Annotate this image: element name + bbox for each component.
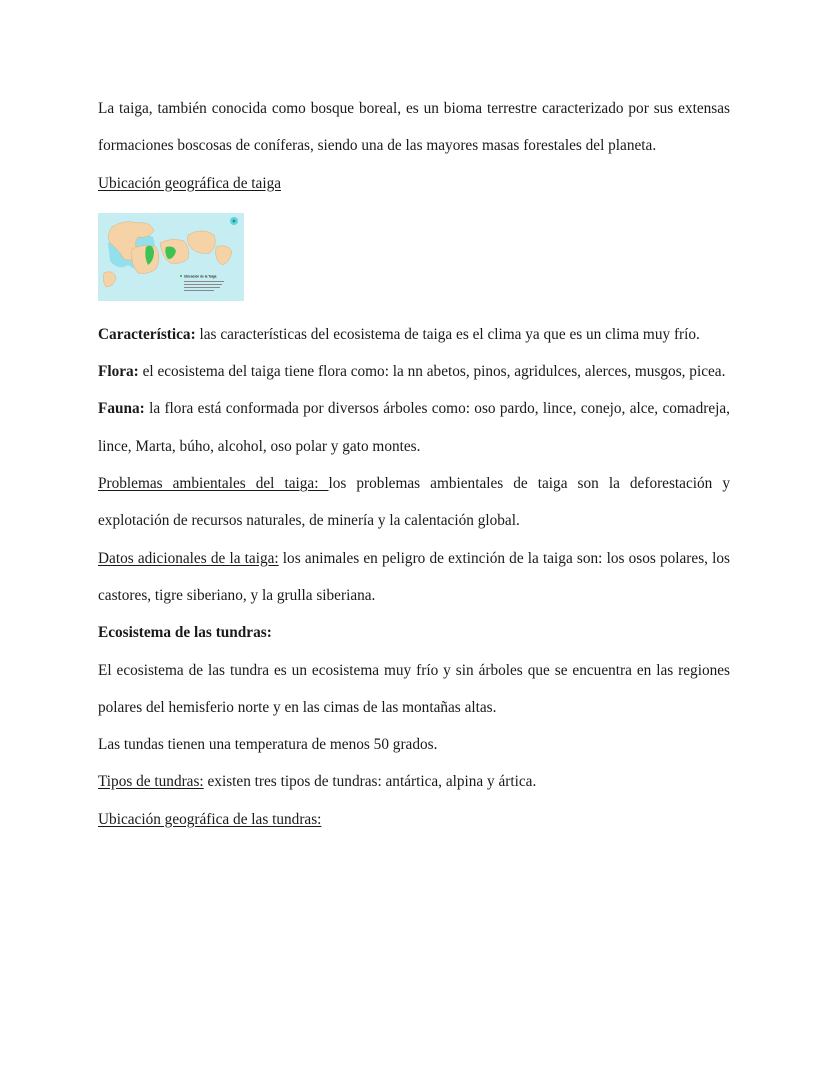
taiga-location-heading-text: Ubicación geográfica de taiga	[98, 174, 282, 192]
tundra-tipos-label: Tipos de tundras:	[98, 773, 204, 791]
caracteristica-text: las características del ecosistema de taiga es el clima ya que es un clima muy frío.	[195, 325, 700, 343]
taiga-map-image	[98, 213, 244, 301]
map-legend-title: Ubicación de la Taiga	[184, 274, 217, 279]
tundra-temperature: Las tundas tienen una temperatura de menos 50 grados.	[98, 736, 438, 754]
tundra-heading-text: Ecosistema de las tundras:	[98, 624, 272, 642]
intro-paragraph: La taiga, también conocida como bosque boreal, es un bioma terrestre caracterizado por sus extensas formaciones boscosas de coníferas, siendo una de las mayores masas forestales del planeta.	[98, 100, 730, 155]
world-map-icon	[98, 213, 244, 301]
fauna-text: la flora está conformada por diversos árboles como: oso pardo, lince, conejo, alce, comadreja, lince, Marta, búho, alcohol, oso polar y gato montes.	[98, 400, 730, 455]
tundra-tipos-paragraph	[98, 763, 730, 800]
tundra-location-heading	[98, 801, 730, 838]
tundra-heading	[98, 614, 730, 651]
problemas-text: los problemas ambientales de taiga son la deforestación y explotación de recursos naturales, de minería y la calentación global.	[98, 475, 730, 530]
taiga-location-heading	[98, 165, 730, 202]
fauna-paragraph	[98, 390, 730, 465]
caracteristica-label: Característica:	[98, 325, 196, 343]
problemas-label: Problemas ambientales del taiga:	[98, 475, 329, 493]
datos-text: los animales en peligro de extinción de la taiga son: los osos polares, los castores, tigre siberiano, y la grulla siberiana.	[98, 549, 730, 604]
tundra-location-heading-text: Ubicación geográfica de las tundras:	[98, 810, 322, 828]
datos-paragraph	[98, 540, 730, 615]
flora-paragraph	[98, 353, 730, 390]
tundra-description: El ecosistema de las tundra es un ecosistema muy frío y sin árboles que se encuentra en las regiones polares del hemisferio norte y en las cimas de las montañas altas.	[98, 661, 730, 716]
caracteristica-paragraph	[98, 316, 730, 353]
datos-label: Datos adicionales de la taiga:	[98, 549, 279, 567]
tundra-tipos-text: existen tres tipos de tundras: antártica, alpina y ártica.	[203, 773, 537, 791]
flora-label: Flora:	[98, 363, 139, 381]
document-page	[98, 90, 730, 838]
problemas-paragraph	[98, 465, 730, 540]
fauna-label: Fauna:	[98, 400, 145, 418]
flora-text: el ecosistema del taiga tiene flora como: la nn abetos, pinos, agridulces, alerces, musgos, picea.	[138, 363, 726, 381]
